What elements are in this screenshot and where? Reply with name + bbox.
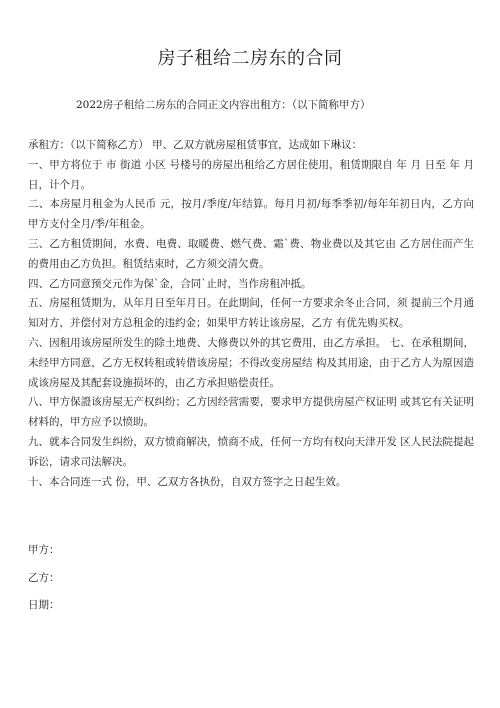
clause-9: 九、就本合同发生纠纷，双方愤商解决，愤商不成，任何一方均有权向天津开发 区人民法院提起诉讼，请求司法解决。 xyxy=(28,435,474,468)
clause-4: 四、乙方同意预交元作为保`金，合同`止时，当作房租冲抵。 xyxy=(28,277,312,290)
clause-1: 一、甲方将位于 市 街道 小区 号楼号的房屋出租给乙方居住使用，租赁期限自 年 月 日至 年 月 日，计个月。 xyxy=(28,158,474,191)
date-label: 日期： xyxy=(28,599,60,611)
clause-5: 五、房屋租赁期为，从年月日至年月日。在此期间，任何一方要求余冬止合同，须 提前三个月通知对方，并偿付对方总租金的违约金；如果甲方转让该房屋，乙方 有优先购买权。 xyxy=(28,297,474,330)
clause-2: 二、本房屋月租金为人民币 元，按月/季度/年结算。每月月初/每季季初/每年年初日内，乙方向甲方支付全月/季/年租金。 xyxy=(28,198,474,231)
clause-6-7: 六、因租用该房屋所发生的除土地费、大修费以外的其它费用，由乙方承担。 七、在承租期间，未经甲方同意，乙方无权转租或转借该房屋；不得改变房屋结 构及其用途，由于乙方人为原因造成该房屋及其配套设施损坏的，由乙方承担赔偿责任。 xyxy=(28,336,474,389)
contract-body xyxy=(28,136,474,492)
party-b-label: 乙方： xyxy=(28,572,60,584)
clause-3: 三、乙方租赁期间，水费、电费、取暖费、燃气费、霜`费、物业费以及其它由 乙方居住而产生的费用由乙方负担。租赁结束时，乙方须交清欠费。 xyxy=(28,237,474,270)
paragraph-tenant: 承租方：（以下简称乙方） 甲、乙双方就房屋租赁事宜，达成如下琳议： xyxy=(28,139,363,151)
clause-8: 八、甲方保證该房屋无产权纠纷；乙方因经营需要，要求甲方提供房屋产权证明 或其它有关证明材料的，甲方应予以愤助。 xyxy=(28,396,474,429)
party-a-label: 甲方： xyxy=(28,544,60,556)
document-title: 房子租给二房东的合同 xyxy=(157,48,343,69)
clause-10: 十、本合同连一式 份，甲、乙双方各执份，自双方签字之日起生效。 xyxy=(28,475,347,488)
intro-line: 2022房子租给二房东的合同正文内容出租方：（以下简称甲方） xyxy=(76,99,371,111)
